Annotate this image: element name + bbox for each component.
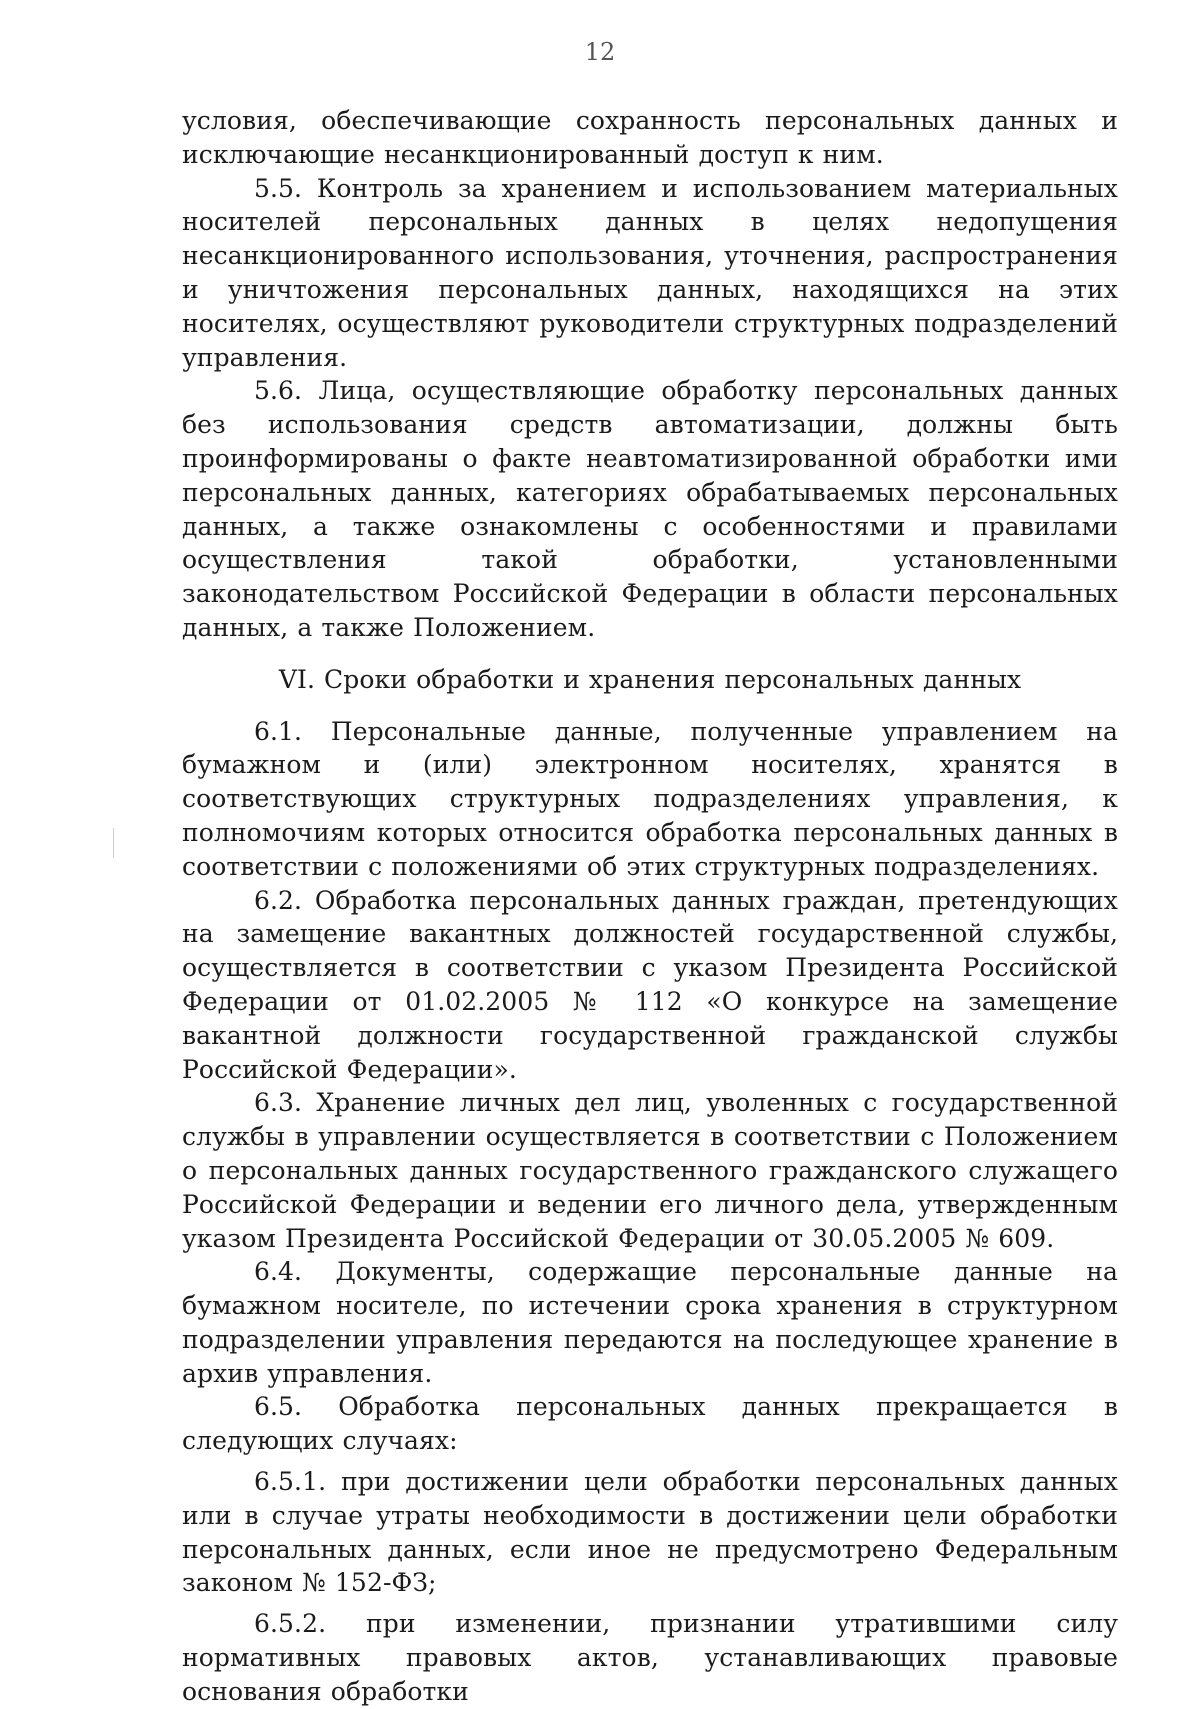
paragraph-5-5: 5.5. Контроль за хранением и использованием материальных носителей персональных данных в целях недопущения несанкционированного использования, уточнения, распространения и уничтожения персональных данных, находящихся на этих носителях, осуществляют руководители структурных подразделений управления. [182,173,1118,372]
paragraph-continuation: условия, обеспечивающие сохранность персональных данных и исключающие несанкционированный доступ к ним. [182,106,1118,169]
paragraph-6-1: 6.1. Персональные данные, полученные управлением на бумажном и (или) электронном носителях, хранятся в соответствующих структурных подразделениях управления, к полномочиям которых относится обработка персональных данных в соответствии с положениями об этих структурных подразделениях. [182,716,1118,881]
paragraph-6-2: 6.2. Обработка персональных данных граждан, претендующих на замещение вакантных должностей государственной службы, осуществляется в соответствии с указом Президента Российской Федерации от 01.02.2005 № 112 «О конкурсе на замещение вакантной должности государственной гражданской службы Российской Федерации». [182,885,1118,1084]
paragraph-6-5-2: 6.5.2. при изменении, признании утратившими силу нормативных правовых актов, устанавливающих правовые основания обработки [182,1609,1118,1706]
page-number: 12 [584,38,616,66]
section-heading-vi: VI. Сроки обработки и хранения персональных данных [278,664,1022,694]
paragraph-6-3: 6.3. Хранение личных дел лиц, уволенных с государственной службы в управлении осуществляется в соответствии с Положением о персональных данных государственного гражданского служащего Российской Федерации и ведении его личного дела, утвержденным указом Президента Российской Федерации от 30.05.2005 № 609. [182,1088,1118,1253]
paragraph-5-6: 5.6. Лица, осуществляющие обработку персональных данных без использования средств автоматизации, должны быть проинформированы о факте неавтоматизированной обработки ими персональных данных, категориях обрабатываемых персональных данных, а также ознакомлены с особенностями и правилами осуществления такой обработки, установленными законодательством Российской Федерации в области персональных данных, а также Положением. [182,376,1118,642]
paragraph-6-5-1: 6.5.1. при достижении цели обработки персональных данных или в случае утраты необходимости в достижении цели обработки персональных данных, если иное не предусмотрено Федеральным законом № 152-ФЗ; [182,1467,1118,1598]
document-body [182,104,1118,1709]
paragraph-6-5: 6.5. Обработка персональных данных прекращается в следующих случаях: [182,1392,1118,1456]
paragraph-6-4: 6.4. Документы, содержащие персональные данные на бумажном носителе, по истечении срока хранения в структурном подразделении управления передаются на последующее хранение в архив управления. [182,1257,1118,1388]
scan-margin-mark [113,828,114,858]
